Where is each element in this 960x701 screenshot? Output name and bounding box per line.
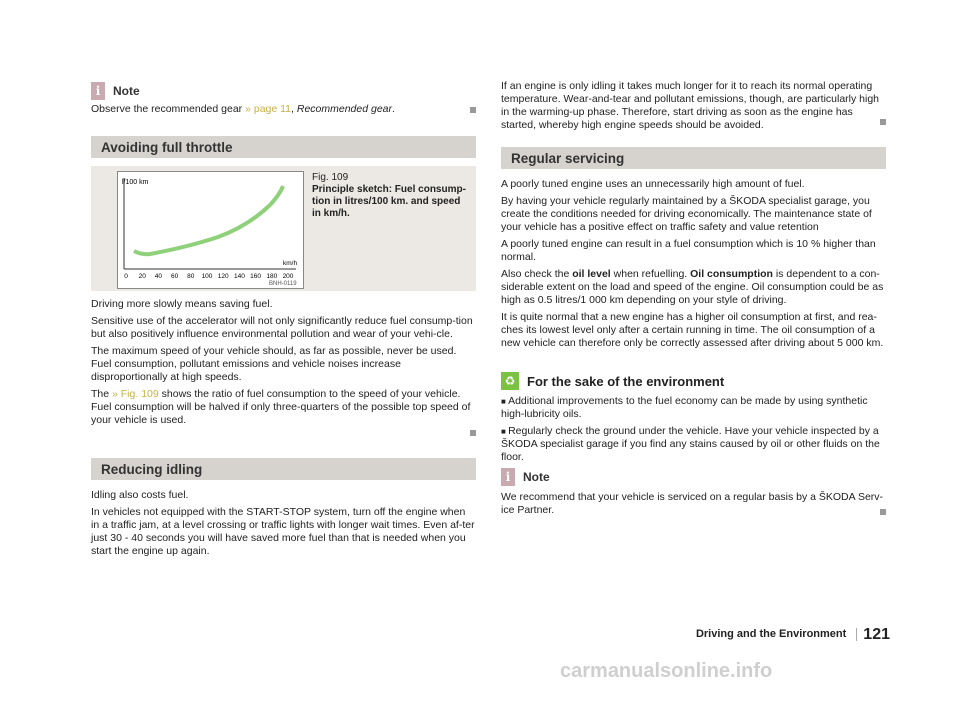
x-tick-label: 20 — [138, 273, 146, 280]
x-tick-label: 80 — [187, 273, 195, 280]
note-text: We recommend that your vehicle is serviced on a regular basis by a ŠKODA Serv-ice Partner. — [501, 491, 884, 516]
x-tick-label: 60 — [170, 273, 179, 280]
paragraph: Idling also costs fuel. — [91, 489, 189, 501]
chart-xlabel: km/h — [283, 260, 298, 267]
paragraph: Also check the oil level when refuelling. Oil consumption is dependent to a con-siderable extent on the load and speed of the engine. Oil consumption could be as high as 0.5 litres/1 000 km depending on your style of driving. — [501, 268, 884, 306]
x-tick-label: 180 — [266, 273, 278, 280]
x-tick-label: 200 — [282, 273, 294, 280]
caption-bold: Principle sketch: Fuel consump-tion in litres/100 km. and speed in km/h. — [312, 184, 466, 219]
chart-ylabel: l/100 km — [122, 179, 149, 186]
note-text: Observe the recommended gear » page 11, Recommended gear. — [91, 103, 395, 115]
servicing-body — [501, 178, 886, 354]
paragraph: The maximum speed of your vehicle should, as far as possible, never be used. Fuel consumption, pollutant emissions and vehicle noises increase disproportionally at high speeds. — [91, 345, 457, 383]
figure-caption — [312, 172, 472, 220]
chart-svg — [118, 172, 303, 288]
end-mark — [880, 509, 886, 515]
note-title: Note — [523, 469, 550, 484]
paragraph: A poorly tuned engine can result in a fuel consumption which is 10 % higher than normal. — [501, 238, 876, 263]
paragraph: The » Fig. 109 shows the ratio of fuel consumption to the speed of your vehicle. Fuel consumption will be halved if only three-quarters of the possible top speed of your vehicle is used. — [91, 388, 471, 426]
idling-body — [91, 489, 476, 562]
x-tick-label: 100 — [201, 273, 213, 280]
x-tick-label: 0 — [124, 273, 128, 280]
x-tick-label: 140 — [233, 273, 245, 280]
section-full-throttle: Avoiding full throttle — [91, 136, 476, 158]
x-tick-labels — [124, 273, 294, 280]
info-icon: i — [501, 468, 515, 486]
caption-fig: Fig. 109 — [312, 172, 349, 183]
paragraph: A poorly tuned engine uses an unnecessarily high amount of fuel. — [501, 178, 805, 190]
full-throttle-body — [91, 298, 476, 431]
paragraph: Driving more slowly means saving fuel. — [91, 298, 273, 310]
list-item: ■ Regularly check the ground under the vehicle. Have your vehicle inspected by a ŠKODA specialist garage if you find any stains caused by oil or other fluids on the floor. — [501, 425, 886, 464]
paragraph: Sensitive use of the accelerator will not only significantly reduce fuel consump-tion but also positively influence environmental pollution and wear of your vehi-cle. — [91, 315, 473, 340]
paragraph: In vehicles not equipped with the START-STOP system, turn off the engine when in a traffic jam, at a level crossing or traffic lights with longer wait times. Even af-ter just 30 - 40 seconds you will have saved more fuel than that is needed when you start the engine up again. — [91, 506, 475, 557]
environment-title: For the sake of the environment — [527, 373, 725, 389]
paragraph: It is quite normal that a new engine has a higher oil consumption at first, and rea-ches its lowest level only after a certain running in time. The oil consumption of a new vehicle can therefore only be correctly assessed after driving about 5 000 km. — [501, 311, 884, 349]
environment-list — [501, 395, 886, 468]
section-reducing-idling: Reducing idling — [91, 458, 476, 480]
note-heading — [91, 82, 140, 100]
consumption-curve — [134, 186, 283, 254]
end-mark — [880, 119, 886, 125]
figure-code: BNH-0119 — [269, 281, 297, 287]
fuel-consumption-chart — [117, 171, 304, 289]
watermark: carmanualsonline.info — [560, 660, 773, 682]
x-tick-label: 40 — [154, 273, 163, 280]
x-tick-label: 160 — [250, 273, 262, 280]
info-icon: i — [91, 82, 105, 100]
end-mark — [470, 107, 476, 113]
intro-paragraph: If an engine is only idling it takes much longer for it to reach its normal operating temperature. Wear-and-tear and pollutant emissions, though, are particularly high in the warming-up phase. Therefore, start driving as soon as the engine has started, whereby high engine speeds should be avoided. — [501, 80, 880, 131]
x-tick-label: 120 — [217, 273, 229, 280]
section-regular-servicing: Regular servicing — [501, 147, 886, 169]
note-heading — [501, 468, 550, 486]
figure-link[interactable]: » Fig. 109 — [112, 388, 159, 400]
footer-section: Driving and the Environment — [695, 628, 847, 640]
figure-109 — [91, 166, 476, 291]
page-footer — [590, 628, 890, 641]
page-number: 121 — [856, 628, 890, 641]
note-title: Note — [113, 83, 140, 98]
environment-heading — [501, 372, 724, 390]
leaf-icon: ♻ — [501, 372, 519, 390]
end-mark — [470, 430, 476, 436]
list-item: ■ Additional improvements to the fuel economy can be made by using synthetic high-lubricity oils. — [501, 395, 886, 421]
page-link[interactable]: » page 11 — [245, 103, 292, 115]
paragraph: By having your vehicle regularly maintained by a ŠKODA specialist garage, you create the conditions needed for driving economically. The maintenance state of your vehicle has a positive effect on traffic safety and value retention — [501, 195, 872, 233]
